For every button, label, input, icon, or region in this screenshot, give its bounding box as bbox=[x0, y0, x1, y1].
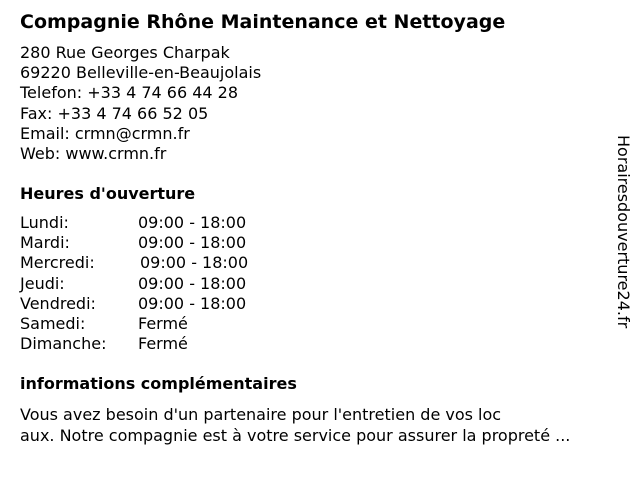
fax-number: Fax: +33 4 74 66 52 05 bbox=[20, 103, 209, 123]
day-label: Mardi: bbox=[20, 233, 70, 253]
source-watermark: Horairesdouverture24.fr bbox=[614, 135, 633, 329]
info-line: Vous avez besoin d'un partenaire pour l'entretien de vos loc bbox=[20, 405, 502, 424]
day-label: Jeudi: bbox=[20, 273, 65, 293]
address-city: 69220 Belleville-en-Beaujolais bbox=[20, 63, 262, 83]
day-label: Samedi: bbox=[20, 313, 86, 333]
info-line: aux. Notre compagnie est à votre service pour assurer la propreté ... bbox=[20, 426, 571, 445]
opening-hours-heading: Heures d'ouverture bbox=[20, 184, 196, 203]
day-label: Mercredi: bbox=[20, 253, 95, 273]
contact-block bbox=[20, 43, 261, 164]
hours-value: 09:00 - 18:00 bbox=[138, 213, 247, 232]
hours-value: Fermé bbox=[138, 313, 188, 333]
company-name: Compagnie Rhône Maintenance et Nettoyage bbox=[20, 11, 506, 33]
hours-value: 09:00 - 18:00 bbox=[138, 293, 247, 313]
hours-value: 09:00 - 18:00 bbox=[138, 273, 247, 293]
address-street: 280 Rue Georges Charpak bbox=[20, 43, 230, 62]
day-label: Lundi: bbox=[20, 213, 69, 232]
additional-info-heading: informations complémentaires bbox=[20, 374, 297, 393]
hours-value: 09:00 - 18:00 bbox=[140, 253, 249, 273]
website: Web: www.crmn.fr bbox=[20, 144, 167, 164]
hours-value: 09:00 - 18:00 bbox=[138, 233, 247, 253]
day-label: Vendredi: bbox=[20, 293, 96, 313]
email-address: Email: crmn@crmn.fr bbox=[20, 123, 190, 143]
additional-info-text bbox=[20, 404, 630, 446]
day-label: Dimanche: bbox=[20, 334, 107, 354]
hours-value: Fermé bbox=[138, 334, 188, 354]
phone-number: Telefon: +33 4 74 66 44 28 bbox=[20, 83, 239, 103]
